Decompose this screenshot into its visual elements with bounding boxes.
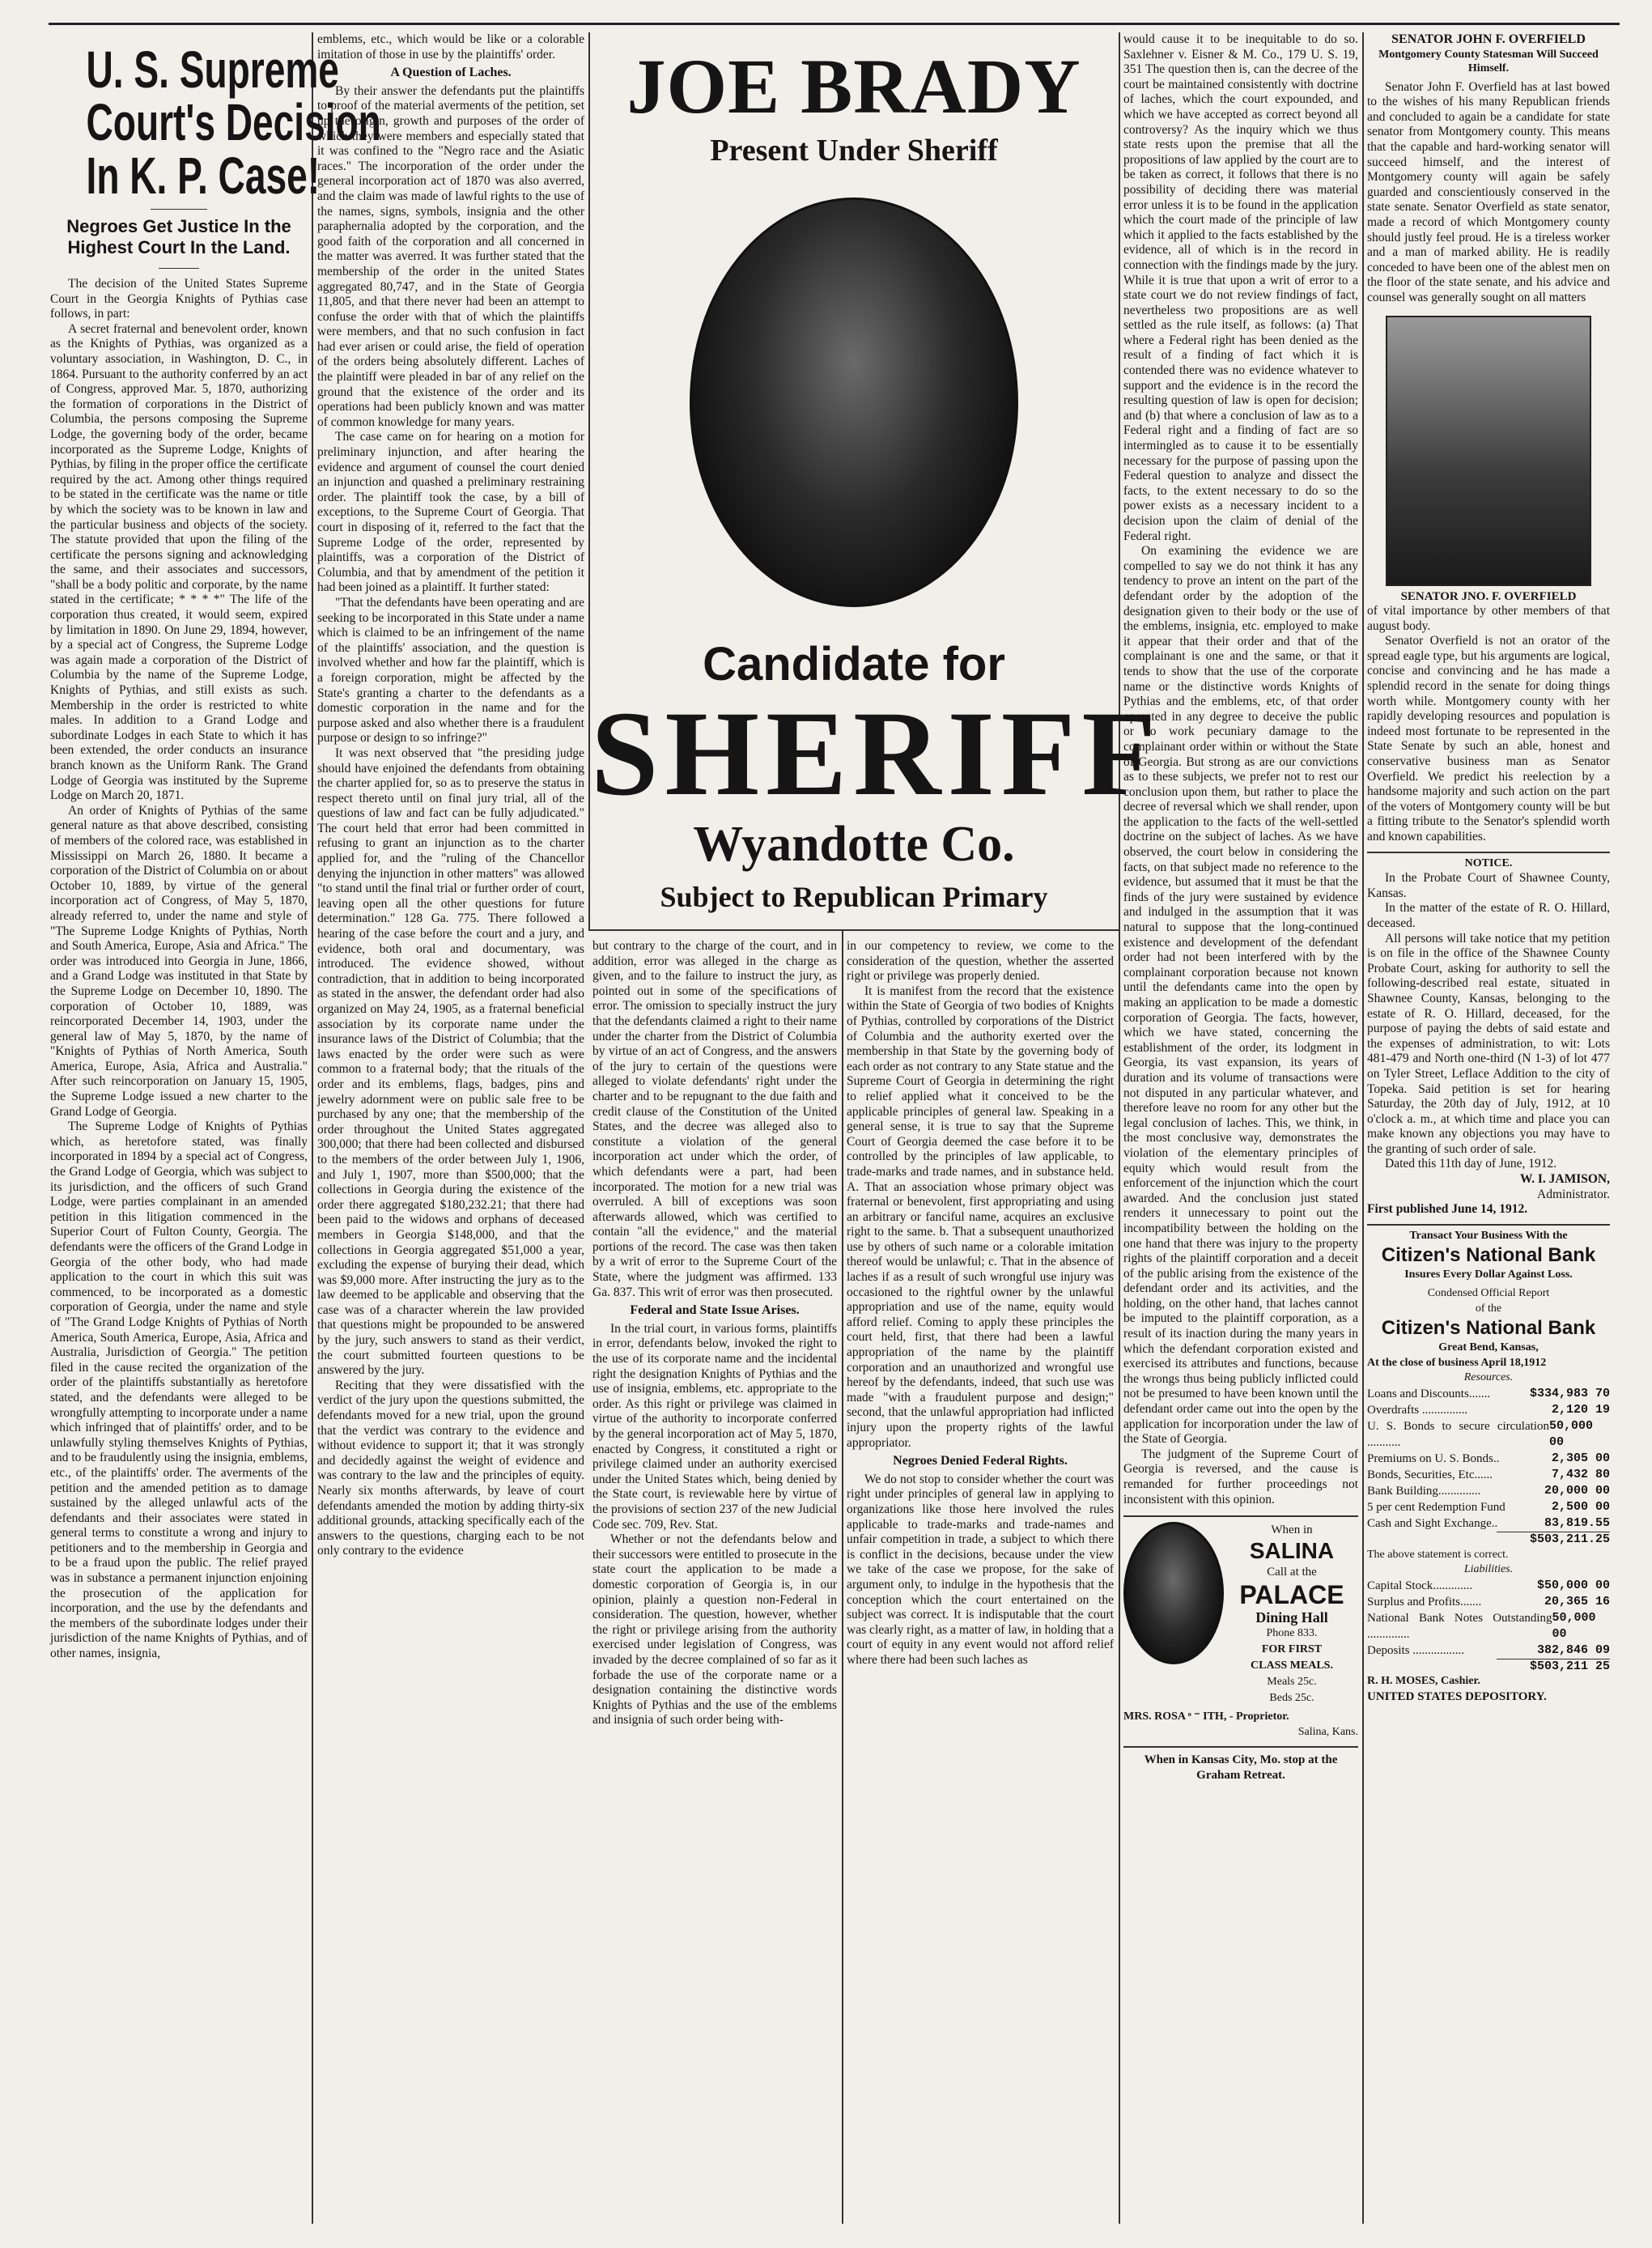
- paragraph: In the trial court, in various forms, plaintiffs in error, defendants below, invoked the right to the use of its corporate name and the incidental right the designation Knights of Pythias and the use of insignia, emblems, etc. appropriate to the order. As this right or privilege was claimed in virtue of the authority to incorporate conferred by the general incorporation act of May 5, 1870, enacted by Congress, it constituted a right or privilege claimed under an authority exercised under the United States which, being denied by the State court, is reviewable here by virtue of the provisions of section 237 of the new Judicial Code sec. 709, Rev. Stat.: [592, 1321, 837, 1532]
- paragraph: It was next observed that "the presiding judge should have enjoined the defendants from obtaining the charter applied for, so as to preserve the status in respect thereto until on final jury trial, all of the questions of law and fact can be fully adjudicated." The court held that error had been committed in refusing to grant an injunction as to the charter applied for, and the "ruling of the Chancellor denying the injunction in other matters" was allowed "to stand until the final trial or further order of court, leaving open all the other questions for future determination." 128 Ga. 775. There followed a hearing of the case before the court and a jury, and evidence, both oral and documentary, was introduced. The evidence showed, without contradiction, that in addition to being incorporated as stated in the answer, the defendant order had also organized on May 24, 1905, as a fraternal beneficial association by its corporate name under the insurance laws of the District of Columbia; that the laws enacted by the order were such as were common to a fraternal body; that the rituals of the order and its emblems, flags, badges, pins and jewelry adornment were on public sale free to be purchased by any one; that the membership of the order throughout the United States aggregated 300,000; that there had been collected and disbursed to the members of the order between July 1, 1906, and July 1, 1907, more than $500,000; that the collections in Georgia during the existence of the order there aggregated $180,232.21; that there had been paid to the widows and orphans of deceased members in Georgia $148,000, and that the collections in Georgia aggregated $51,000 a year, excluding the expense of burying their dead, which was $9,000 more. After instructing the jury as to the law deemed to be applicable and observing that the case was of a character wherein the law provided that questions might be propounded to be answered by the jury, such answers to stand as their verdict, the court submitted fourteen questions to be answered by the jury.: [317, 746, 584, 1378]
- subhead-laches: A Question of Laches.: [390, 66, 512, 80]
- paragraph: Senator John F. Overfield has at last bowed to the wishes of his many Republican friends and concluded to again be a candidate for state senator from Montgomery county. This means that the capable and hard-working senator will succeed himself, and the interest of Montgomery county will again be safely guarded and conscientiously conserved in the state senate. Senator Overfield as state senator, made a record of which Montgomery county should justly feel proud. He is a tireless worker and a man of marked ability. He is readily conceded to have been one of the ablest men on the floor of the state senate, and his advice and counsel was generally sought on all matters: [1367, 79, 1610, 304]
- liabilities-total: $503,211 25: [1497, 1659, 1610, 1675]
- paragraph: The case came on for hearing on a motion for preliminary injunction, and after hearing the evidence and argument of counsel the court denied an injunction and quashed a preliminary restraining order. The plaintiff took the case, by a bill of exceptions, to the Supreme Court of Georgia. That court in disposing of it, referred to the fact that the Supreme Lodge of the order, represented by plaintiffs, was a corporation of the District of Columbia, and that by amendment of the petition it had been joined as a plaintiff. It further stated:: [317, 430, 584, 595]
- column-1: [50, 32, 381, 2218]
- ad-phone: Phone 833.: [1266, 1627, 1318, 1640]
- ad-proprietor: MRS. ROSA ᵒ ⁻ ITH, - Proprietor.: [1123, 1710, 1289, 1723]
- divider: [1123, 1746, 1358, 1748]
- paragraph: would cause it to be inequitable to do so. Saxlehner v. Eisner & M. Co., 179 U. S. 19, 351 The question then is, can the decree of the court be maintained consistently with doctrine of laches, which the court expounded, and which we have accepted as correct beyond all controversy? As the inquiry which we thus state rests upon the premise that all the propositions of law applied by the court are to be taken as correct, it follows that there is no possibility of deciding there was material error unless it is to be found in the application which the court made of the principle of law which it applied to the facts established by the evidence, all of which is in the record in connection with the findings made by the jury. While it is true that upon a writ of error to a state court we do not review findings of fact, nevertheless two propositions are as well settled as the rule itself, as follows: (a) That where a Federal right has been denied as the result of a finding of fact which it is contended there was no evidence whatever to support and the evidence is in the record the resulting question of law is open for decision; and (b) that where a conclusion of law as to a Federal right and a finding of fact are so intermingled as to cause it to be essentially necessary for the purpose of passing upon the Federal question to analyze and dissect the facts, to the extent necessary to do so the power exists as a necessary incident to a decision upon the claim of denial of the Federal right.: [1123, 32, 1358, 543]
- overfield-subheadline: Montgomery County Statesman Will Succeed Himself.: [1378, 48, 1599, 74]
- top-rule: [49, 23, 1620, 25]
- paragraph: Dated this 11th day of June, 1912.: [1385, 1157, 1557, 1171]
- notice-head: NOTICE.: [1464, 856, 1513, 869]
- paragraph: The Supreme Lodge of Knights of Pythias which, as heretofore stated, was finally incorporated in 1894 by a special act of Congress, the Grand Lodge of Georgia, which was subject to its jurisdiction, and the officers of such Grand Lodge, were parties complainant in an amended petition in this litigation commenced in the Superior Court of Fulton County, Georgia. The defendants were the officers of the Grand Lodge in Georgia of the other body, who had made application to the court in which this suit was commenced, to be incorporated as a domestic corporation of Georgia, under the name and style of "The Grand Lodge Knights of Pythias of North America, South America, Europe, Asia, Africa and Australia, Jurisdiction of Georgia." The petition filed in the cause recited the organization of the order of the plaintiffs substantially as heretofore stated, and the defendants were alleged to be wrongfully attempting to incorporate under a name which infringed that of plaintiffs' order, and to be unlawfully styling themselves Knights of Pythias, and to be fraudulently using the insignia, emblems, etc., of the plaintiffs' order. The averments of the petition and the amended petition as to damage sustained by the alleged unlawful acts of the defendants and their associates were stated in general terms to constitute a wrong and injury to petitioners and to the membership in Georgia and to be a fraud upon the public. The relief prayed was in substance a permanent injunction enjoining the prosecution of the application for incorporation, and the use by the defendants and the members of the subordinate lodges under their jurisdiction of the name Knights of Pythias, and of other names, insignia,: [50, 1120, 308, 1661]
- paragraph: Reciting that they were dissatisfied with the verdict of the jury upon the questions submitted, the defendants moved for a new trial, upon the ground that the verdict was contrary to the evidence and without evidence to support it; that it was strongly and decidedly against the weight of evidence and was contrary to the law and the principles of equity. Nearly six months afterwards, by leave of court defendants amended the motion by adding thirty-six additional grounds, attacking specifically each of the answers to the questions, charging each to be not only contrary to the evidence: [317, 1378, 584, 1558]
- table-row: Loans and Discounts....... $334,983 70: [1367, 1387, 1610, 1400]
- table-row: U. S. Bonds to secure circulation ........... 50,000 00: [1367, 1419, 1593, 1449]
- ad-text: Call at the: [1267, 1566, 1317, 1579]
- paragraph: "That the defendants have been operating and are seeking to be incorporated in this State under a name which is claimed to be an infringement of the name of the plaintiffs' association, and the question is involved whether and how far the plaintiff, which is a foreign corporation, might be affected by the State's granting a charter to the defendants as a domestic corporation in the name and for the purpose asked and also whether there is a fraudulent purpose or design to so infringe?": [317, 595, 584, 746]
- column-3-lower: [592, 939, 837, 2226]
- depository: UNITED STATES DEPOSITORY.: [1367, 1689, 1547, 1703]
- subhead-negroes-denied: Negroes Denied Federal Rights.: [893, 1454, 1068, 1468]
- paragraph: A secret fraternal and benevolent order, known as the Knights of Pythias, was organized as a voluntary association, in Washington, D. C., in 1864. Pursuant to the authority conferred by an act of Congress, approved Mar. 5, 1870, authorizing the formation of corporations in the District of Columbia, the persons composing the Supreme Lodge, the governing body of the order, became incorporated as the Supreme Lodge, Knights of Pythias, by filing in the proper office the certificate required by the act. Among other things required to be stated in the certificate was the name or title by which the society was to be known in law and the particular business and objects of the society. The statute provided that upon the filing of the certificate the persons signing and acknowledging the same, and their associates and successors, "shall be a body politic and corporate, by the name stated in the certificate; * * * *" The life of the corporation thus created, it would seem, expired by limitation in 1890. On June 29, 1894, however, by a special act of Congress, the Supreme Lodge was again made a corporation of the District of Columbia by the name of the Supreme Lodge, Knights of Pythias, and still exists as such. Membership in the order is restricted to white males. In addition to a Grand Lodge and subordinate Lodges in each State to which it has been extended, the order conducts an insurance branch known as the Uniform Rank. The Grand Lodge of Georgia was instituted by the Supreme Lodge on March 20, 1871.: [50, 321, 308, 803]
- ad-text: Dining Hall: [1255, 1609, 1328, 1626]
- headline-kp-case: U. S. Supreme Court's Decision In K. P. Case!: [86, 40, 381, 205]
- above-correct: The above statement is correct.: [1367, 1548, 1509, 1561]
- photo-caption: SENATOR JNO. F. OVERFIELD: [1400, 589, 1577, 603]
- ad-city: SALINA: [1249, 1538, 1335, 1564]
- column-rule: [588, 32, 590, 931]
- kc-note: When in Kansas City, Mo. stop at the Graham Retreat.: [1144, 1753, 1338, 1782]
- subhead-federal: Federal and State Issue Arises.: [630, 1303, 800, 1318]
- paragraph: Whether or not the defendants below and their successors were entitled to prosecute in the state court the application to be made a domestic corporation of Georgia is, in our opinion, plainly a question non-Federal in consideration. The question, however, whether the right or privilege arising from the authority exercised under legislation of Congress, was invaded by the decree complained of so far as it forbade the use of the corporate name or a designation containing the distinctive words Knights of Pythias and the use of the emblems and insignia of such order being with-: [592, 1532, 837, 1727]
- ad-price: Beds 25c.: [1269, 1692, 1314, 1705]
- paragraph: The judgment of the Supreme Court of Georgia is reversed, and the cause is remanded for further proceedings not inconsistent with this opinion.: [1123, 1447, 1358, 1506]
- column-6: [1367, 32, 1610, 2218]
- bank-transact: Transact Your Business With the: [1409, 1229, 1568, 1242]
- table-row: Bank Building.............. 20,000 00: [1367, 1484, 1610, 1498]
- resources-total: $503,211.25: [1497, 1532, 1610, 1548]
- ad-bottom-rule: [588, 929, 1119, 931]
- column-5: [1123, 32, 1358, 2218]
- paragraph: In the matter of the estate of R. O. Hillard, deceased.: [1367, 901, 1610, 930]
- ad-text: When in: [1271, 1523, 1313, 1537]
- table-row: Bonds, Securities, Etc...... 7,432 80: [1367, 1468, 1610, 1481]
- bank-insures: Insures Every Dollar Against Loss.: [1404, 1268, 1573, 1281]
- column-rule: [1362, 32, 1364, 2224]
- ad-address: Salina, Kans.: [1297, 1725, 1358, 1738]
- signer-title: Administrator.: [1537, 1187, 1610, 1201]
- column-rule: [312, 32, 313, 2224]
- ad-county: Wyandotte Co.: [693, 817, 1015, 872]
- paragraph: The decision of the United States Supreme Court in the Georgia Knights of Pythias case follows, in part:: [50, 277, 308, 321]
- sheriff-ad: [591, 32, 1163, 927]
- paragraph: of vital importance by other members of that august body.: [1367, 604, 1610, 633]
- bank-name: Citizen's National Bank: [1381, 1244, 1596, 1267]
- divider: [1123, 1515, 1358, 1517]
- table-row: Overdrafts ............... 2,120 19: [1367, 1403, 1610, 1417]
- ad-office: SHERIFF: [591, 686, 1163, 821]
- first-published: First published June 14, 1912.: [1367, 1202, 1528, 1217]
- portrait-photo: [690, 198, 1018, 607]
- ad-price: Meals 25c.: [1267, 1676, 1317, 1689]
- column-2: [317, 32, 584, 2218]
- report-date: At the close of business April 18,1912: [1367, 1356, 1547, 1369]
- divider: [159, 268, 199, 269]
- paragraph: in our competency to review, we come to the consideration of the question, whether the asserted right or privilege was properly denied.: [847, 939, 1114, 984]
- ad-text: FOR FIRST: [1261, 1643, 1323, 1656]
- proprietor-photo: [1123, 1522, 1224, 1664]
- paragraph: It is manifest from the record that the existence within the State of Georgia of two bodies of Knights of Pythias, controlled by corporations of the District of Columbia and the authority exerted over the membership in that State by the governing body of each order as not contrary to any State statue and the Supreme Court of Georgia in determining the right to relief applied what it conceived to be the applicable principles of general law. Speaking in a general sense, it is true to say that the Supreme Court of Georgia deemed the case before it to be controlled by the principles of law applicable, to trade-marks and trade names, and in substance held. A. That an association whose primary object was fraternal or benevolent, first appropriating and using an arbitrary or fanciful name, acquires an exclusive right to the same. b. That a subsequent unauthorized use by others of such name or a colorable imitation thereof would be unlawful; c. That in the absence of laches if as a result of such wrongful use injury was occasioned to the rightful owner by the unlawful appropriation and use of the name, equity would afford relief. Coming to apply these principles the court held, first, that there had been a lawful appropriation of the name by the plaintiff corporation and an unauthorized and wrongful use hereof by the defendants, indeed, that such use was made "with a fraudulent purpose and design;" second, that the unlawful appropriation had inflicted injury upon the property rights of the lawful appropriator.: [847, 984, 1114, 1450]
- ad-title: Present Under Sheriff: [710, 134, 998, 168]
- liabilities-table: [1367, 1578, 1610, 1659]
- ad-name: JOE BRADY: [626, 43, 1081, 130]
- paragraph: Senator Overfield is not an orator of the spread eagle type, but his arguments are logical, concise and convincing and he has made a splendid record in the senate for doing things worth while. Montgomery county with her rapidly developing resources and population is indeed most fortunate to be represented in the State Senate by such an able, honest and conservative business man as Senator Overfield. We predict his reelection by a handsome majority and such action on the part of the voters of Montgomery county will be but a fitting tribute to the Senator's splendid worth and known capabilities.: [1367, 634, 1610, 844]
- report-city: Great Bend, Kansas,: [1438, 1341, 1539, 1354]
- resources-table: [1367, 1386, 1610, 1532]
- divider: [151, 209, 207, 210]
- column-4-lower: [847, 939, 1114, 2226]
- divider: [1367, 1224, 1610, 1226]
- report-head: Condensed Official Report: [1427, 1287, 1550, 1300]
- table-row: Premiums on U. S. Bonds.. 2,305 00: [1367, 1451, 1610, 1465]
- table-row: Cash and Sight Exchange.. 83,819.55: [1367, 1516, 1610, 1530]
- paragraph: emblems, etc., which would be like or a colorable imitation of those in use by the plaintiffs' order.: [317, 32, 584, 62]
- overfield-photo: [1386, 316, 1591, 586]
- table-row: Surplus and Profits....... 20,365 16: [1367, 1594, 1610, 1608]
- salina-ad: [1123, 1522, 1358, 1706]
- table-row: National Bank Notes Outstanding .............. 50,000 00: [1367, 1610, 1596, 1641]
- report-of: of the: [1475, 1302, 1502, 1315]
- cashier: R. H. MOSES, Cashier.: [1367, 1675, 1480, 1688]
- table-row: 5 per cent Redemption Fund 2,500 00: [1367, 1500, 1610, 1514]
- overfield-headline: SENATOR JOHN F. OVERFIELD: [1391, 32, 1586, 46]
- paragraph: In the Probate Court of Shawnee County, Kansas.: [1367, 871, 1610, 900]
- divider: [1367, 852, 1610, 853]
- ad-candidate: Candidate for: [703, 638, 1005, 691]
- paragraph: An order of Knights of Pythias of the same general nature as that above described, consisting of members of the colored race, was established in Mississippi on March 26, 1880. It became a corporation of the District of Columbia on or about October 10, 1889, by virtue of the general incorporation act of Congress, of May 5, 1870, already referred to, under the name and style of "The Supreme Lodge Knights of Pythias, North and South America, Europe, Asia and Africa." The order was introduced into Georgia in June, 1866, and a Grand Lodge was instituted in that State by the Supreme Lodge on December 10, 1890. The corporation of October 10, 1889, was reincorporated December 14, 1903, under the general law of May 5, 1870, by the name of "Knights of Pythias of North America, South America, Europe, Asia, Africa and Australia." After such reincorporation on January 15, 1905, the Supreme Lodge issued a new charter to the Grand Lodge of Georgia.: [50, 803, 308, 1119]
- subheadline: Negroes Get Justice In the Highest Court In the Land.: [66, 216, 291, 257]
- paragraph: We do not stop to consider whether the court was right under principles of general law in applying to organizations like those here involved the rules applicable to trade-marks and trade-names and unfair competition in trade, a subject to which there is conflict in the decisions, because under the view we take of the case we propose, for the sake of argument only, to indulge in the hypothesis that the conception which the court entertained on the subject was correct. It is indisputable that the court was clearly right, as a matter of law, in holding that a court of equity in any event would not afford relief where there had been such laches as: [847, 1472, 1114, 1667]
- paragraph: On examining the evidence we are compelled to say we do not think it has any tendency to prove an intent on the part of the defendant order by the adoption of the designation given to their body or the use of the emblems, insignia, etc. employed to make it appear that their order and that of the complainant is one and the same, or that it tends to show that the use of the corporate name or the distinctive words Knights of Pythias and the emblems, etc, of that order operated in any degree to deceive the public or to work pecuniary damage to the complainant order within or without the State of Georgia. But strong as are our convictions as to these subjects, we prefer not to rest our conclusion upon them, but rather to place the decree of reversal which we shall render, upon the application to the facts of the well-settled doctrine on the subject of laches. As we have observed, the court below in considering the facts, on that subject made no reference to the evidence, but assumed that it must be that the finds of the jury were sustained by evidence and indulged in the assumption that it was natural to suppose that the long-continued existence and development of the defendant order had not been interfered with by the complainant corporation because not known until the defendants came into the open by making an application to be made a domestic corporation of Georgia. The facts, however, which we have stated, concerning the establishment of the order, its lodgment in Georgia, its vast expansion, its years of duration and its volume of transactions were not disputed in any particular whatever, and therefore leave no room for any other but the legal conclusion of laches. This, we think, in the most conclusive way, demonstrates the violation of the elementary principles of equity which would result from the enforcement of the injunction which the court awarded. And the conclusion just stated renders it unnecessary to point out the incompatibility between the holding on the one hand that there was injury to the property rights of the plaintiff corporation and a deceit of the public arising from the existence of the defendant order and its activities, and the holding, on the other hand, that laches cannot be imputed to the plaintiff corporation, as a result of its inaction during the many years in which the defendant corporation existed and exercised its attributes and functions, because the wrongs thus being publicly inflicted could not be presumed to have been known until the defendant order came out into the open by the application for incorporation under the law of the State of Georgia.: [1123, 544, 1358, 1447]
- signer: W. I. JAMISON,: [1520, 1172, 1610, 1187]
- table-row: Capital Stock............. $50,000 00: [1367, 1578, 1610, 1592]
- ad-business-name: PALACE: [1239, 1580, 1344, 1610]
- liabilities-head: Liabilities.: [1463, 1563, 1514, 1576]
- paragraph: By their answer the defendants put the plaintiffs to proof of the material averments of the petition, set up the origin, growth and purposes of the order of which they were members and especially stated that it was confined to the "Negro race and the Asiatic races." The incorporation of the order under the general incorporation act of 1870 was also averred, and the claim was made of lawful rights to the use of the names, signs, symbols, insignia and the other paraphernalia adopted by the corporation, and the good faith of the corporation and all concerned in the matter was averred. It was further stated that the membership of the order in the united States aggregated 80,747, and in the State of Georgia 11,805, and that there never had been an attempt to confuse the order with that of which the plaintiffs were members, and that no such confusion in fact had ever arisen or could arise, the field of operation of the orders being absolutely different. Laches of the plaintiff were pleaded in bar of any relief on the ground that the existence of the order and its operations had been publicly known and was matter of common knowledge for many years.: [317, 83, 584, 429]
- resources-head: Resources.: [1463, 1371, 1514, 1384]
- paragraph: but contrary to the charge of the court, and in addition, error was alleged in the charge as given, and to the failure to instruct the jury, as pointed out in some of the specifications of error. The omission to specially instruct the jury that the defendants claimed a right to their name under the charter from the District of Columbia by virtue of an act of Congress, and the answers of the jury to certain of the questions were alleged to violate defendants' right under the charter and to be repugnant to the due faith and credit clause of the Constitution of the United States, and the decree was alleged also to constitute a violation of the general incorporation act under which the order, of which defendants were a part, had been incorporated. The motion for a new trial was overruled. A bill of exceptions was soon afterwards allowed, which was certified to contain "all the evidence," and the material portions of the record. The case was then taken by a writ of error to the Supreme Court of the State, where the judgment was affirmed. 133 Ga. 837. This writ of error was then prosecuted.: [592, 939, 837, 1299]
- report-bank: Citizen's National Bank: [1381, 1317, 1596, 1340]
- paragraph: All persons will take notice that my petition is on file in the office of the Shawnee County Probate Court, asking for authority to sell the following-described real estate, situated in Shawnee County, Kansas, belonging to the estate of R. O. Hillard, deceased, for the purpose of paying the debts of said estate and the expenses of administration, to wit: Lots 481-479 and North one-third (N 1-3) of lot 477 on Tyler Street, Leflace Addition to the city of Topeka. Said petition is set for hearing Saturday, the 20th day of July, 1912, at 10 o'clock a. m., at which time and place you can make known any objections you may have to the granting of such order of sale.: [1367, 931, 1610, 1156]
- ad-text: CLASS MEALS.: [1251, 1659, 1333, 1672]
- table-row: Deposits ................. 382,846 09: [1367, 1642, 1610, 1657]
- column-rule: [1119, 32, 1120, 2224]
- column-rule: [842, 931, 843, 2224]
- ad-primary: Subject to Republican Primary: [660, 881, 1048, 913]
